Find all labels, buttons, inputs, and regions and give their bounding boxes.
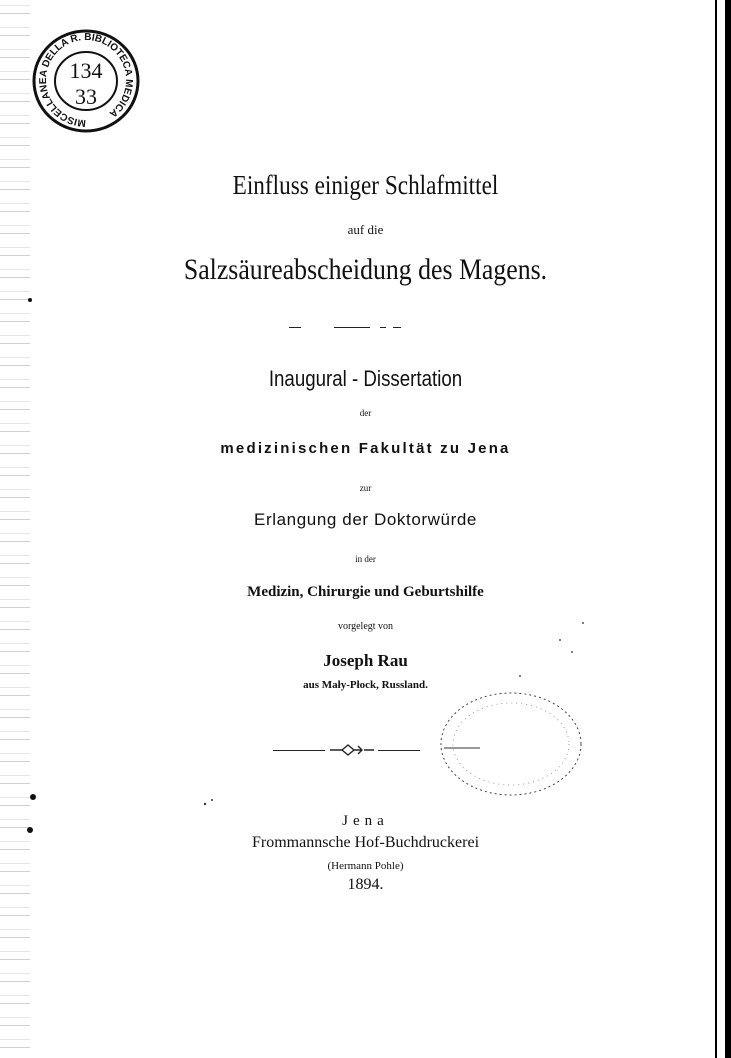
imprint-printer-owner: (Hermann Pohle) [327, 860, 404, 872]
word-in-der: in der [355, 554, 376, 564]
word-zur: zur [359, 483, 372, 493]
faculty-line: medizinischen Fakultät zu Jena [220, 440, 511, 457]
ornament-icon [328, 743, 376, 757]
faint-oval-stamp [438, 690, 584, 798]
purpose-line: Erlangung der Doktorwürde [254, 510, 477, 529]
author-name: Joseph Rau [323, 651, 408, 670]
ornament-rule-right [378, 750, 420, 751]
stamp-number-bottom: 33 [75, 84, 97, 109]
ornament-rule-left [273, 750, 325, 751]
fields-line: Medizin, Chirurgie und Geburtshilfe [247, 584, 484, 600]
library-stamp [30, 28, 142, 134]
separator-dash [393, 327, 401, 328]
imprint-city: Jena [342, 813, 389, 829]
separator-dash [334, 327, 370, 328]
separator-dash [289, 327, 301, 328]
imprint-year: 1894. [347, 876, 384, 893]
title-line-3: Salzsäureabscheidung des Magens. [183, 253, 548, 286]
separator-dash [380, 327, 386, 328]
stamp-ring-text: MISCELLANEA DELLA R. BIBLIOTECA MEDICA [37, 31, 135, 129]
title-line-2: auf die [347, 222, 384, 237]
stamp-number-top: 134 [69, 58, 103, 83]
dissertation-heading: Inaugural - Dissertation [268, 366, 463, 391]
vorgelegt-line: vorgelegt von [337, 621, 394, 632]
word-der: der [359, 408, 372, 418]
imprint-printer: Frommannsche Hof-Buchdruckerei [251, 834, 480, 851]
title-line-1: Einfluss einiger Schlafmittel [232, 170, 499, 200]
author-origin: aus Mały-Płock, Russland. [303, 679, 428, 691]
